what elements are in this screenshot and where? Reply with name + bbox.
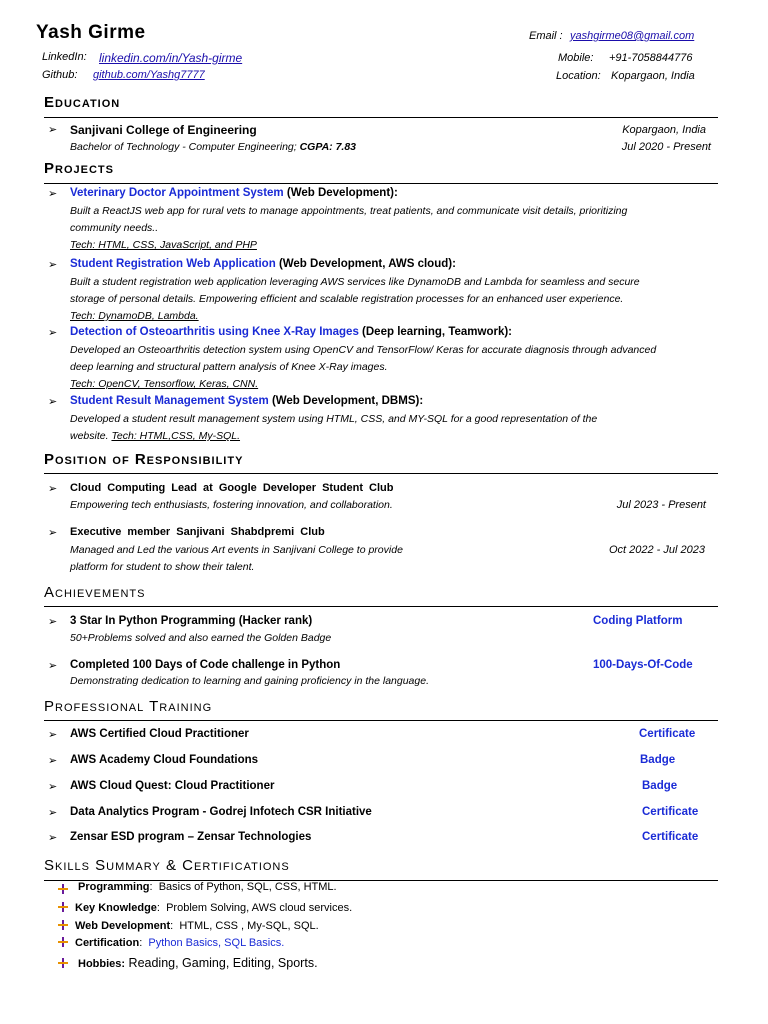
- project-title[interactable]: Veterinary Doctor Appointment System: [70, 187, 284, 199]
- plus-bullet-icon: [58, 884, 68, 894]
- skill-value: Problem Solving, AWS cloud services.: [166, 902, 353, 914]
- project-tag: (Web Development, AWS cloud):: [278, 258, 456, 270]
- location-label: Location:: [556, 70, 601, 82]
- linkedin-label: LinkedIn:: [42, 51, 87, 63]
- training-link[interactable]: Badge: [640, 754, 676, 766]
- training-link[interactable]: Certificate: [642, 806, 699, 818]
- responsibility-title: Cloud Computing Lead at Google Developer Student Club: [70, 482, 394, 494]
- responsibility-desc-line: platform for student to show their talent.: [70, 561, 255, 573]
- project-desc-line: Developed a student result management system using HTML, CSS, and MY-SQL for a good representation of the: [70, 413, 598, 425]
- skill-label: Hobbies:: [78, 958, 126, 970]
- project-desc-line: [70, 428, 720, 445]
- project-tech: Tech: DynamoDB, Lambda.: [70, 310, 199, 322]
- responsibility-dates: Jul 2023 - Present: [616, 499, 706, 511]
- project-desc-line: Built a student registration web application leveraging AWS services like DynamoDB and Lambda for seamless and secure: [70, 276, 640, 288]
- training-title: Zensar ESD program – Zensar Technologies: [70, 831, 312, 843]
- training-link[interactable]: Badge: [642, 780, 678, 792]
- responsibility-desc: Empowering tech enthusiasts, fostering innovation, and collaboration.: [70, 499, 393, 511]
- achievement-link[interactable]: 100-Days-Of-Code: [593, 659, 693, 671]
- project-title-row: [70, 326, 512, 338]
- skills-heading: Skills Summary & Certifications: [44, 857, 290, 874]
- project-desc-line: Developed an Osteoarthritis detection system using OpenCV and TensorFlow/ Keras for accurate diagnosis through advanced: [70, 344, 657, 356]
- mobile-label: Mobile:: [558, 52, 594, 64]
- achievement-link[interactable]: Coding Platform: [593, 615, 683, 627]
- skill-value: Basics of Python, SQL, CSS, HTML.: [158, 881, 337, 893]
- skill-row: Key Knowledge: Problem Solving, AWS cloud services.: [75, 902, 353, 914]
- skill-label: Programming: [78, 881, 150, 893]
- bullet-icon: ➢: [48, 124, 58, 136]
- location-value: Kopargaon, India: [611, 70, 695, 82]
- project-desc-line: deep learning and structural pattern analysis of Knee X-Ray images.: [70, 361, 388, 373]
- training-heading: Professional Training: [44, 698, 213, 715]
- project-tag: (Web Development, DBMS):: [271, 395, 424, 407]
- bullet-icon: ➢: [48, 188, 58, 200]
- email-label: Email :: [529, 30, 563, 42]
- training-title: Data Analytics Program - Godrej Infotech CSR Initiative: [70, 806, 372, 818]
- project-tag: (Web Development):: [286, 187, 398, 199]
- bullet-icon: ➢: [48, 483, 58, 495]
- project-tech: Tech: OpenCV, Tensorflow, Keras, CNN.: [70, 378, 259, 390]
- project-desc-line: community needs..: [70, 222, 159, 234]
- plus-bullet-icon: [58, 920, 68, 930]
- college-name: Sanjivani College of Engineering: [70, 123, 257, 137]
- plus-bullet-icon: [58, 958, 68, 968]
- plus-bullet-icon: [58, 902, 68, 912]
- achievement-desc: 50+Problems solved and also earned the Golden Badge: [70, 632, 332, 644]
- plus-bullet-icon: [58, 937, 68, 947]
- achievements-heading: Achievements: [44, 584, 146, 601]
- project-description: [70, 203, 720, 254]
- responsibility-dates: Oct 2022 - Jul 2023: [608, 544, 705, 556]
- bullet-icon: ➢: [48, 327, 58, 339]
- skill-value: Reading, Gaming, Editing, Sports.: [128, 956, 318, 970]
- responsibility-heading: Position of Responsibility: [44, 451, 244, 468]
- project-title[interactable]: Student Result Management System: [70, 395, 269, 407]
- skill-label: Certification: [75, 937, 140, 949]
- project-title[interactable]: Detection of Osteoarthritis using Knee X-Ray Images: [70, 326, 359, 338]
- bullet-icon: ➢: [48, 781, 58, 793]
- bullet-icon: ➢: [48, 660, 58, 672]
- training-title: AWS Certified Cloud Practitioner: [70, 728, 249, 740]
- skill-label: Web Development: [75, 920, 171, 932]
- project-description: [70, 342, 720, 393]
- project-title-row: [70, 187, 398, 199]
- degree: [70, 141, 356, 153]
- bullet-icon: ➢: [48, 527, 58, 539]
- skill-row: [78, 956, 318, 970]
- bullet-icon: ➢: [48, 807, 58, 819]
- project-title[interactable]: Student Registration Web Application: [70, 258, 276, 270]
- education-rule: [44, 117, 718, 118]
- bullet-icon: ➢: [48, 755, 58, 767]
- bullet-icon: ➢: [48, 616, 58, 628]
- college-location: Kopargaon, India: [622, 124, 706, 136]
- skill-row: Programming: Basics of Python, SQL, CSS, HTML.: [78, 881, 337, 893]
- achievement-title: 3 Star In Python Programming (Hacker rank): [70, 615, 313, 627]
- training-title: AWS Cloud Quest: Cloud Practitioner: [70, 780, 275, 792]
- linkedin-link[interactable]: linkedin.com/in/Yash-girme: [99, 51, 243, 65]
- training-title: AWS Academy Cloud Foundations: [70, 754, 259, 766]
- education-dates: Jul 2020 - Present: [621, 141, 711, 153]
- training-link[interactable]: Certificate: [639, 728, 696, 740]
- skill-row: Web Development: HTML, CSS , My-SQL, SQL.: [75, 920, 319, 932]
- achievement-desc: Demonstrating dedication to learning and gaining proficiency in the language.: [70, 675, 429, 687]
- project-description: [70, 411, 720, 445]
- github-link[interactable]: github.com/Yashg7777: [93, 69, 205, 81]
- project-desc-line: storage of personal details. Empowering efficient and scalable registration processes for an enhanced user experience.: [70, 293, 624, 305]
- bullet-icon: ➢: [48, 259, 58, 271]
- email-link[interactable]: yashgirme08@gmail.com: [570, 30, 695, 42]
- bullet-icon: ➢: [48, 396, 58, 408]
- github-label: Github:: [42, 69, 78, 81]
- training-link[interactable]: Certificate: [642, 831, 699, 843]
- project-title-row: [70, 395, 423, 407]
- projects-heading: Projects: [44, 160, 114, 177]
- responsibility-rule: [44, 473, 718, 474]
- bullet-icon: ➢: [48, 729, 58, 741]
- degree-text: Bachelor of Technology - Computer Engineering;: [70, 141, 297, 153]
- bullet-icon: ➢: [48, 832, 58, 844]
- project-tech: Tech: HTML,CSS, My-SQL.: [111, 430, 241, 442]
- responsibility-desc-line: Managed and Led the various Art events in Sanjivani College to provide: [70, 544, 403, 556]
- achievements-rule: [44, 606, 718, 607]
- training-rule: [44, 720, 718, 721]
- skill-value: HTML, CSS , My-SQL, SQL.: [179, 920, 319, 932]
- project-description: [70, 274, 720, 325]
- skill-label: Key Knowledge: [75, 902, 157, 914]
- project-desc-text: website.: [70, 430, 109, 442]
- achievement-title: Completed 100 Days of Code challenge in Python: [70, 659, 341, 671]
- project-desc-line: Built a ReactJS web app for rural vets to manage appointments, treat patients, and communicate visit details, prioritizing: [70, 205, 628, 217]
- project-title-row: [70, 258, 456, 270]
- responsibility-title: Executive member Sanjivani Shabdpremi Club: [70, 526, 325, 538]
- education-heading: Education: [44, 94, 121, 111]
- candidate-name: Yash Girme: [36, 22, 146, 43]
- project-tag: (Deep learning, Teamwork):: [362, 326, 513, 338]
- cgpa: CGPA: 7.83: [299, 141, 357, 153]
- mobile-value: +91-7058844776: [609, 52, 693, 64]
- skill-row: Certification: Python Basics, SQL Basics.: [75, 937, 285, 949]
- project-tech: Tech: HTML, CSS, JavaScript, and PHP: [70, 239, 257, 251]
- skill-certification-links[interactable]: Python Basics, SQL Basics.: [148, 937, 285, 949]
- projects-rule: [44, 183, 718, 184]
